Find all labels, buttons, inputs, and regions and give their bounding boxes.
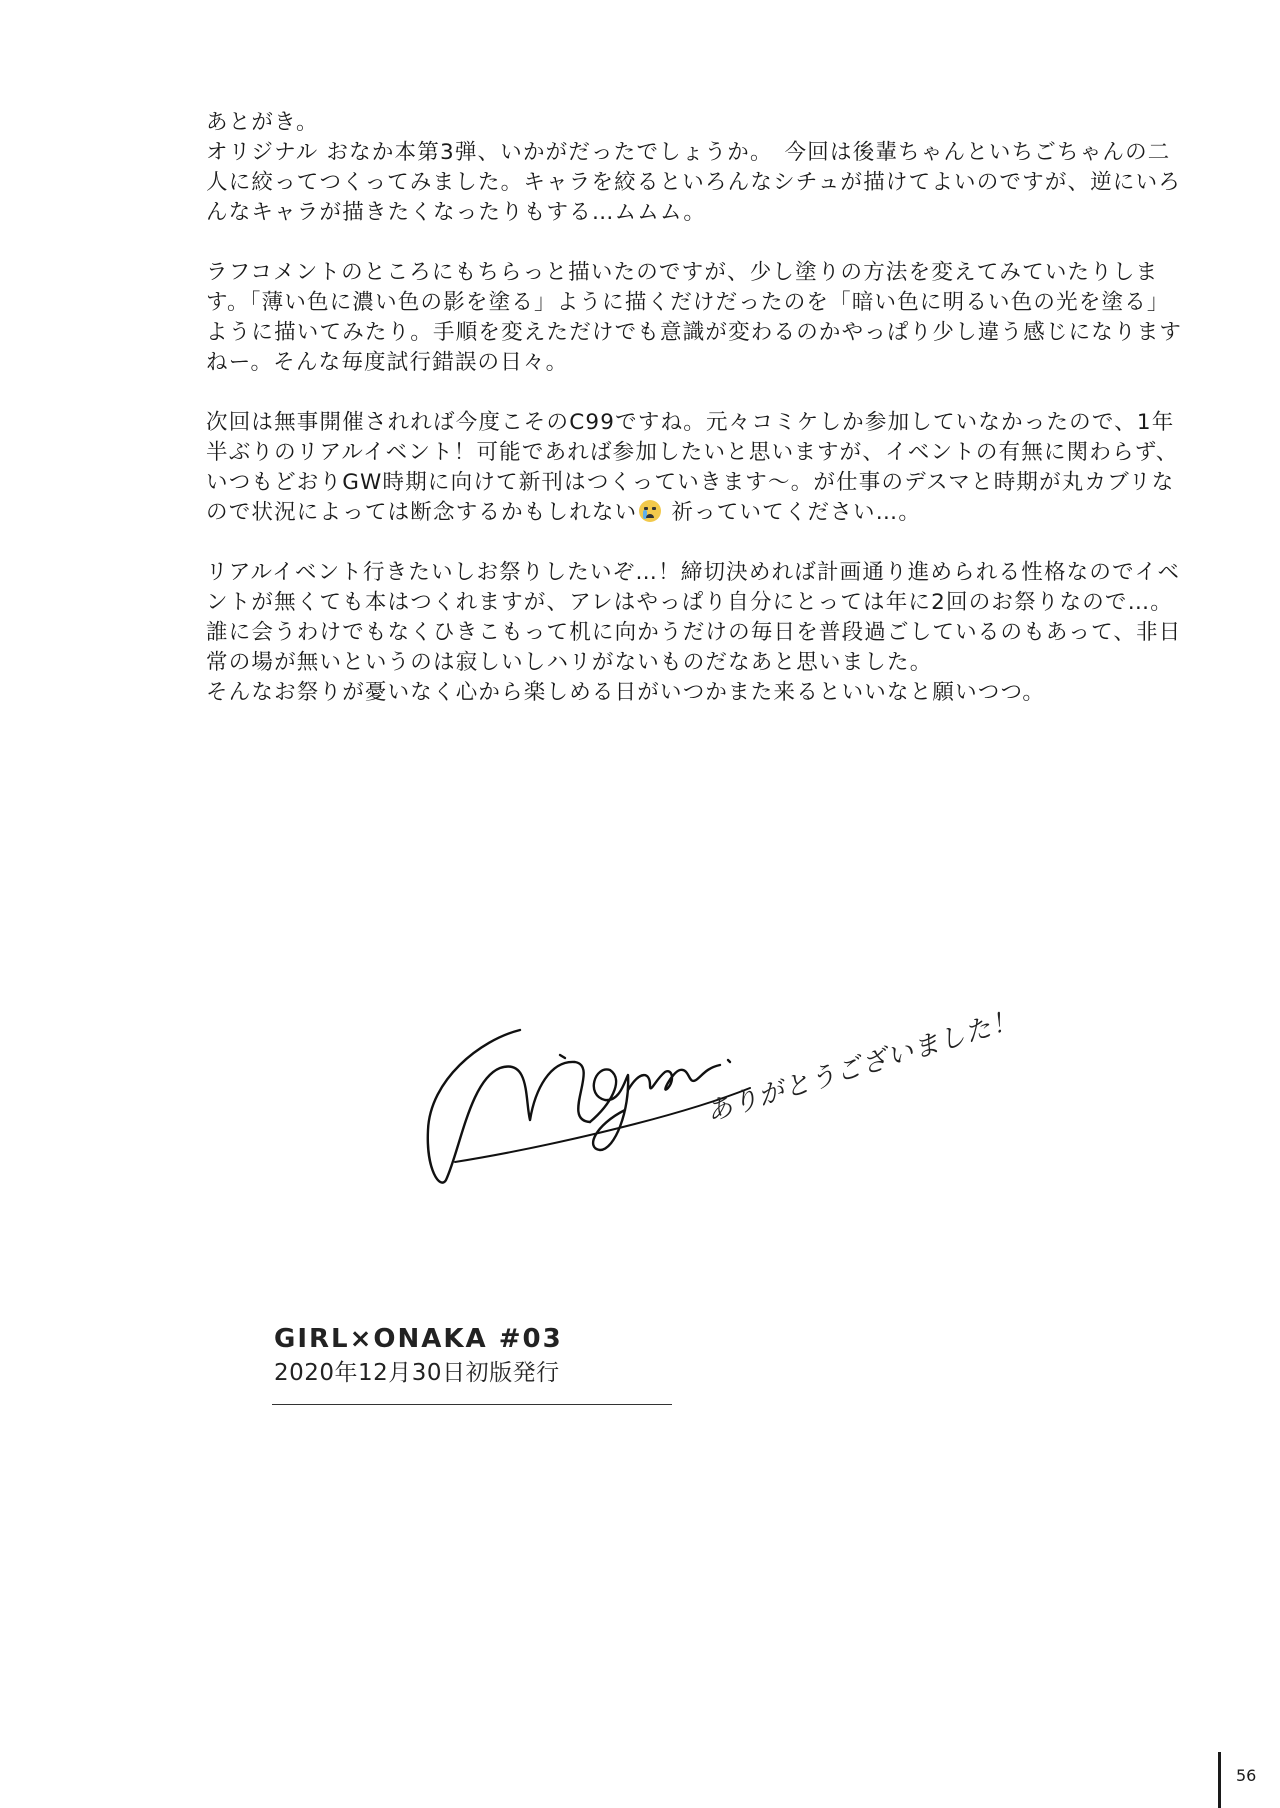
afterword-heading: あとがき。 (206, 110, 319, 135)
colophon-divider (272, 1404, 672, 1405)
colophon-date: 2020年12月30日初版発行 (274, 1360, 560, 1386)
afterword-paragraph-3 (206, 408, 1196, 528)
afterword-paragraph-4: リアルイベント行きたいしお祭りしたいぞ…！締切決めれば計画通り進められる性格なのでイベ ントが無くても本はつくれますが、アレはやっぱり自分にとっては年に2回のお祭りなので…。 誰に会うわけでもなくひきこもって机に向かうだけの毎日を普段過ごしているのもあって、非日 常の場が無いというのは寂しいしハリがないものだなあと思いました。 そんなお祭りが憂いなく心から楽しめる日がいつかまた来るといいなと願いつつ。 (206, 560, 1182, 705)
page-marker-bar (1218, 1752, 1221, 1808)
colophon-title: GIRL×ONAKA #03 (274, 1324, 563, 1354)
paragraph-3-text-a: 次回は無事開催されれば今度こそのC99ですね。元々コミケしか参加していなかったので、1年 半ぶりのリアルイベント！可能であれば参加したいと思いますが、イベントの有無に関わらず、 いつもどおりGW時期に向けて新刊はつくっていきます～。が仕事のデスマと時期が丸カブリな ので状況によっては断念するかもしれない (206, 410, 1179, 525)
page-number: 56 (1236, 1766, 1257, 1785)
colophon (274, 1322, 674, 1405)
crying-face-icon (639, 500, 661, 522)
afterword-paragraph-1: オリジナル おなか本第3弾、いかがだったでしょうか。 今回は後輩ちゃんといちごちゃんの二 人に絞ってつくってみました。キャラを絞るといろんなシチュが描けてよいのですが、逆にいろ んなキャラが描きたくなったりもする…ムムム。 (206, 140, 1182, 225)
afterword-text (206, 108, 1196, 738)
paragraph-3-text-b: 祈っていてください…。 (663, 500, 922, 525)
thanks-message: ありがとうございました！ (702, 1004, 1022, 1129)
afterword-paragraph-2: ラフコメントのところにもちらっと描いたのですが、少し塗りの方法を変えてみていたりしま す。「薄い色に濃い色の影を塗る」ように描くだけだったのを「暗い色に明るい色の光を塗る」 ように描いてみたり。手順を変えただけでも意識が変わるのかやっぱり少し違う感じになります ねー。そんな毎度試行錯誤の日々。 (206, 260, 1183, 375)
